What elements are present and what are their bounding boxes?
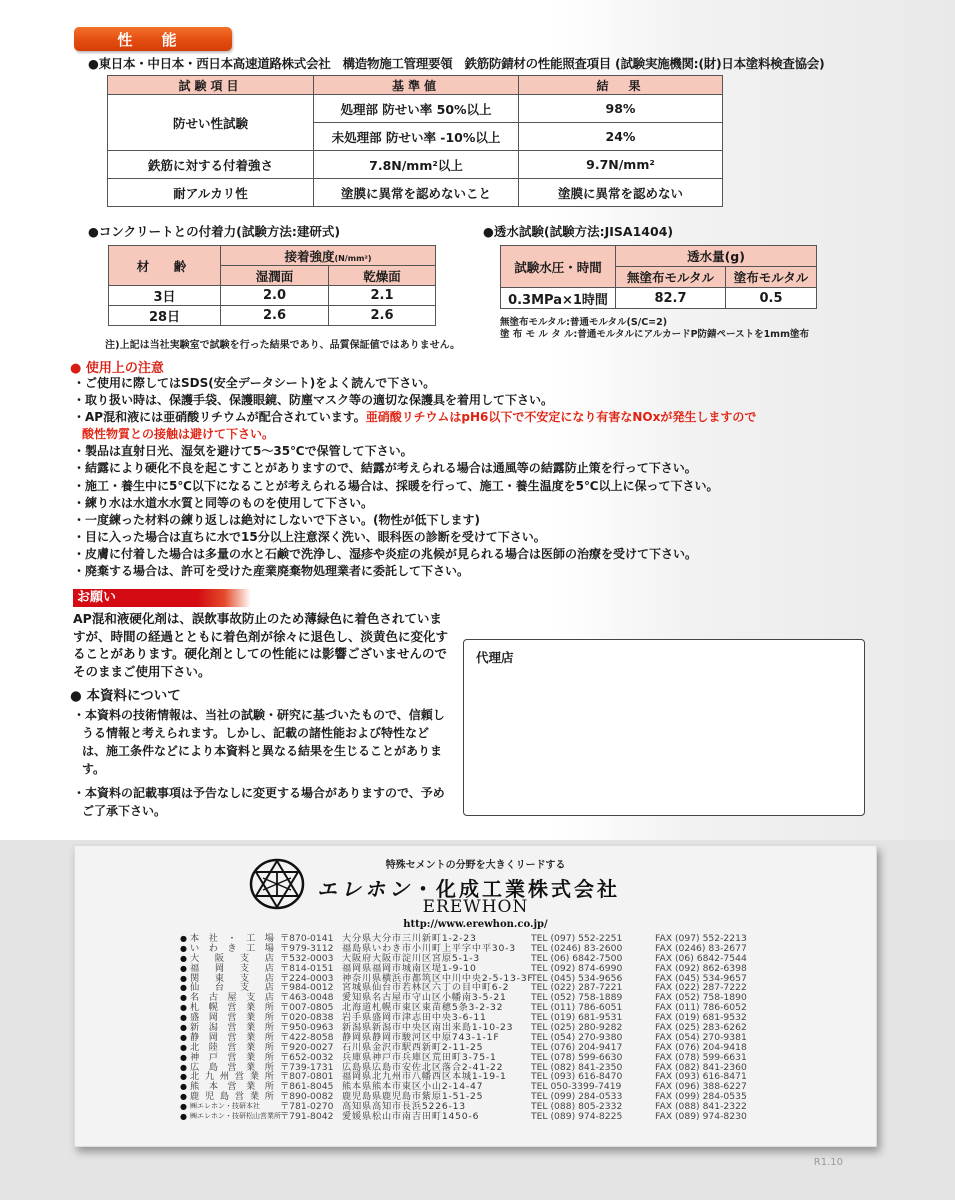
office-zip: 〒979-3112 [280,942,334,954]
office-zip: 〒224-0003 [280,972,334,984]
office-name: いわき工場 [190,942,274,954]
bullet-icon: ● [180,1042,187,1052]
cell-criteria: 塗膜に異常を認めないこと [314,179,519,207]
cell-wet: 2.0 [221,286,329,306]
bullet-icon: ● [180,1102,187,1112]
caution-item: ・施工・養生中に5℃以下になることが考えられる場合は、採暖を行って、施工・養生温度を5℃以上に保って下さい。 [73,478,719,493]
bullet-icon: ● [180,1072,187,1082]
bullet-icon: ● [180,1032,187,1042]
company-url-link[interactable]: http://www.erewhon.co.jp/ [403,919,548,930]
office-address: 高知県高知市長浜5226-13 [342,1101,466,1113]
office-name: 本社・工場 [190,933,274,944]
office-name: ㈱エレホン・技研松山営業所 [190,1112,281,1121]
office-zip: 〒532-0003 [280,952,334,964]
office-fax: FAX (025) 283-6262 [655,1022,747,1034]
cell-age: 28日 [109,306,221,326]
caution-item: ・目に入った場合は直ちに水で15分以上注意深く洗い、眼科医の診断を受けて下さい。 [73,529,546,544]
office-zip: 〒739-1731 [280,1061,334,1073]
cell-result: 塗膜に異常を認めない [519,179,723,207]
office-zip: 〒870-0141 [280,933,334,944]
office-name: 静岡営業所 [190,1031,274,1043]
cell-uncoated: 82.7 [616,288,726,309]
header-result: 結 果 [519,76,723,95]
caution-title: ● 使用上の注意 [70,361,164,376]
nitrite-warning: 亜硝酸リチウムはpH6以下で不安定になり有害なNOxが発生しますので [365,410,757,425]
office-tel: TEL 050-3399-7419 [531,1081,622,1093]
office-address: 大阪府大阪市淀川区宮原5-1-3 [342,952,481,964]
adhesion-note: 注)上記は当社実験室で試験を行った結果であり、品質保証値ではありません。 [105,340,461,351]
cell-result: 9.7N/mm² [519,151,723,179]
cell-age: 3日 [109,286,221,306]
bullet-icon: ● [180,963,187,973]
office-zip: 〒950-0963 [280,1022,334,1034]
caution-item: ・皮膚に付着した場合は多量の水と石鹸で洗浄し、湿疹や炎症の兆候が見られる場合は医師の治療を受けて下さい。 [73,546,698,561]
bullet-icon: ● [180,983,187,993]
office-name: 大阪支店 [190,952,274,964]
office-address: 兵庫県神戸市兵庫区荒田町3-75-1 [342,1051,497,1063]
office-name: ㈱エレホン・技研本社 [190,1102,260,1111]
office-address: 福岡県北九州市八幡西区本城1-19-1 [342,1071,507,1083]
cell-item: 鉄筋に対する付着強さ [108,151,314,179]
bullet-icon: ● [180,1023,187,1033]
cell-result: 24% [519,123,723,151]
office-name: 新潟営業所 [190,1022,274,1034]
table-header-row [501,246,817,267]
cell-dry: 2.6 [329,306,436,326]
nitrite-warning-continued: 酸性物質との接触は避けて下さい。 [82,427,275,442]
office-tel: TEL (082) 841-2350 [531,1061,623,1073]
about-text [73,706,453,820]
bullet-icon: ● [180,1082,187,1092]
table-row [501,288,817,309]
table-row [108,95,723,123]
office-tel: TEL (089) 974-8225 [531,1111,623,1123]
office-name: 関東支店 [190,972,274,984]
office-tel: TEL (022) 287-7221 [531,982,623,994]
bullet-icon: ● [180,993,187,1003]
office-fax: FAX (06) 6842-7544 [655,952,747,964]
office-fax: FAX (093) 616-8471 [655,1071,747,1083]
agent-label: 代理店 [476,650,514,665]
office-address: 福岡県福岡市城南区堤1-9-10 [342,962,477,974]
office-name: 神戸営業所 [190,1051,274,1063]
office-fax: FAX (052) 758-1890 [655,992,747,1004]
office-fax: FAX (0246) 83-2677 [655,942,747,954]
caution-item: ・取り扱い時は、保護手袋、保護眼鏡、防塵マスク等の適切な保護具を着用して下さい。 [73,393,554,408]
office-name: 福岡支店 [190,962,274,974]
office-zip: 〒807-0801 [280,1071,334,1083]
office-fax: FAX (022) 287-7222 [655,982,747,994]
office-fax: FAX (078) 599-6631 [655,1051,747,1063]
office-zip: 〒020-0838 [280,1012,334,1024]
office-tel: TEL (078) 599-6630 [531,1051,623,1063]
office-name: 広島営業所 [190,1061,274,1073]
about-paragraph: ・本資料の技術情報は、当社の試験・研究に基づいたもので、信頼しうる情報と考えられます。しかし、記載の諸性能および特性などは、施工条件などにより本資料と異なる結果を生じることがあります。 [73,708,445,776]
office-address: 静岡県静岡市駿河区中原743-1-1F [342,1031,500,1043]
about-title: ● 本資料について [70,688,181,704]
agent-box [463,639,865,816]
permeability-table [500,245,817,309]
office-tel: TEL (076) 204-9417 [531,1041,623,1053]
bullet-icon: ● [180,1112,187,1122]
office-address: 鹿児島県鹿児島市紫原1-51-25 [342,1091,484,1103]
bullet-icon: ● [180,1062,187,1072]
office-name: 北陸営業所 [190,1041,274,1053]
caution-item: ・廃棄する場合は、許可を受けた産業廃棄物処理業者に委託して下さい。 [73,564,470,579]
office-name: 熊本営業所 [190,1081,274,1093]
office-zip: 〒463-0048 [280,992,334,1004]
header-uncoated: 無塗布モルタル [616,267,726,288]
header-criteria: 基準値 [314,76,519,95]
cell-item: 防せい性試験 [108,95,314,151]
office-fax: FAX (092) 862-6398 [655,962,747,974]
adhesion-title: ●コンクリートとの付着力(試験方法:建研式) [88,224,341,239]
adhesion-table [108,245,436,326]
company-tagline: 特殊セメントの分野を大きくリードする [385,860,566,871]
office-name: 鹿児島営業所 [190,1091,274,1103]
office-address: 大分県大分市三川新町1-2-23 [342,933,477,944]
bullet-icon: ● [180,934,187,943]
cell-coated: 0.5 [726,288,817,309]
office-fax: FAX (045) 534-9657 [655,972,747,984]
header-amount: 透水量(g) [616,246,817,267]
company-name-kana: エレホン [317,877,413,901]
performance-section-label: 性 能 [74,27,232,51]
office-fax: FAX (011) 786-6052 [655,1002,747,1014]
office-tel: TEL (054) 270-9380 [531,1031,623,1043]
caution-item: ・製品は直射日光、湿気を避けて5～35℃で保管して下さい。 [73,444,413,459]
company-footer-card [74,845,877,1147]
cell-criteria: 処理部 防せい率 50%以上 [314,95,519,123]
table-row [109,286,436,306]
cell-item: 耐アルカリ性 [108,179,314,207]
office-tel: TEL (025) 280-9282 [531,1022,623,1034]
table-header-row [108,76,723,95]
office-zip: 〒791-8042 [280,1111,334,1123]
cell-wet: 2.6 [221,306,329,326]
strength-unit: (N/mm²) [334,253,372,263]
office-fax: FAX (089) 974-8230 [655,1111,747,1123]
office-address: 熊本県熊本市東区小山2-14-47 [342,1081,484,1093]
office-address: 岩手県盛岡市津志田中央3-6-11 [342,1012,487,1024]
cell-dry: 2.1 [329,286,436,306]
cell-criteria: 7.8N/mm²以上 [314,151,519,179]
performance-intro: ●東日本・中日本・西日本高速道路株式会社 構造物施工管理要領 鉄筋防錆材の性能照査項目 (試験実施機関:(財)日本塗料検査協会) [88,56,825,71]
cell-criteria: 未処理部 防せい率 -10%以上 [314,123,519,151]
office-tel: TEL (092) 874-6990 [531,962,623,974]
office-name: 名古屋支店 [190,992,274,1004]
office-address: 福島県いわき市小川町上平字中平30-3 [342,942,516,954]
bullet-icon: ● [180,1013,187,1023]
table-row [109,306,436,326]
office-row [180,1112,775,1122]
strength-label: 接着強度 [284,248,335,264]
office-zip: 〒920-0027 [280,1041,334,1053]
office-zip: 〒814-0151 [280,962,334,974]
office-fax: FAX (097) 552-2213 [655,933,747,944]
permeability-note-1: 無塗布モルタル:普通モルタル(S/C=2) [500,317,668,328]
bullet-icon: ● [180,1052,187,1062]
caution-item-nitrite [73,409,873,426]
cell-result: 98% [519,95,723,123]
office-name: 盛岡営業所 [190,1012,274,1024]
office-name: 北九州営業所 [190,1071,274,1083]
bullet-icon: ● [180,943,187,953]
performance-table [107,75,723,207]
caution-list [73,375,873,580]
revision-label: R1.10 [813,1157,843,1168]
table-row [108,151,723,179]
table-row [108,179,723,207]
office-fax: FAX (088) 841-2322 [655,1101,747,1113]
office-fax: FAX (054) 270-9381 [655,1031,747,1043]
office-zip: 〒422-8058 [280,1031,334,1043]
request-title-bar: お願い [73,589,251,607]
office-tel: TEL (093) 616-8470 [531,1071,623,1083]
office-address: 北海道札幌市東区東苗穂5条3-2-32 [342,1002,504,1014]
bullet-icon: ● [180,1003,187,1013]
header-strength [221,246,436,266]
table-header-row [109,246,436,266]
caution-item: ・結露により硬化不良を起こすことがありますので、結露が考えられる場合は通風等の結露防止策を行って下さい。 [73,461,697,476]
header-dry: 乾燥面 [329,266,436,286]
office-name: 仙台支店 [190,982,274,994]
caution-item: ・一度練った材料の練り返しは絶対にしないで下さい。(物性が低下します) [73,512,480,527]
office-address: 広島県広島市安佐北区落合2-41-22 [342,1061,504,1073]
about-paragraph: ・本資料の記載事項は予告なしに変更する場合がありますので、予めご了承下さい。 [73,786,445,818]
header-wet: 湿潤面 [221,266,329,286]
office-fax: FAX (099) 284-0535 [655,1091,747,1103]
office-fax: FAX (096) 388-6227 [655,1081,747,1093]
bullet-icon: ● [180,973,187,983]
office-address: 新潟県新潟市中央区南出来島1-10-23 [342,1022,514,1034]
bullet-icon: ● [180,953,187,963]
office-zip: 〒861-8045 [280,1081,334,1093]
office-tel: TEL (088) 805-2332 [531,1101,623,1113]
header-condition: 試験水圧・時間 [501,246,616,288]
office-tel: TEL (097) 552-2251 [531,933,623,944]
permeability-note-2: 塗 布 モ ル タ ル:普通モルタルにアルカードP防錆ペーストを1mm塗布 [500,329,809,340]
office-fax: FAX (019) 681-9532 [655,1012,747,1024]
office-zip: 〒781-0270 [280,1101,334,1113]
header-test-item: 試験項目 [108,76,314,95]
office-tel: TEL (011) 786-6051 [531,1002,623,1014]
office-address: 愛知県名古屋市守山区小幡南3-5-21 [342,992,507,1004]
office-tel: TEL (099) 284-0533 [531,1091,623,1103]
office-zip: 〒984-0012 [280,982,334,994]
bullet-icon: ● [180,1092,187,1102]
office-zip: 〒007-0805 [280,1002,334,1014]
cell-condition: 0.3MPa×1時間 [501,288,616,309]
office-fax: FAX (082) 841-2360 [655,1061,747,1073]
office-fax: FAX (076) 204-9418 [655,1041,747,1053]
nitrite-prefix: ・AP混和液には亜硝酸リチウムが配合されています。 [73,410,366,425]
office-address: 愛媛県松山市南吉田町1450-6 [342,1111,480,1123]
office-tel: TEL (06) 6842-7500 [531,952,623,964]
office-tel: TEL (052) 758-1889 [531,992,623,1004]
office-address: 石川県金沢市駅西新町2-11-25 [342,1041,484,1053]
office-tel: TEL (045) 534-9656 [531,972,623,984]
header-coated: 塗布モルタル [726,267,817,288]
request-text: AP混和液硬化剤は、誤飲事故防止のため薄緑色に着色されていますが、時間の経過とともに着色剤が徐々に退色し、淡黄色に変化することがあります。硬化剤としての性能には影響ございませんのでそのままご使用下さい。 [73,611,449,679]
office-tel: TEL (019) 681-9531 [531,1012,623,1024]
office-list [180,934,775,1122]
caution-item: ・練り水は水道水水質と同等のものを使用して下さい。 [73,495,374,510]
office-address: 宮城県仙台市若林区六丁の目中町6-2 [342,982,510,994]
permeability-title: ●透水試験(試験方法:JISA1404) [483,224,674,239]
office-address: 神奈川県横浜市都筑区中川中央2-5-13-3F [342,972,534,984]
company-name-rest: ・化成工業株式会社 [413,877,620,901]
brand-name: EREWHON [422,897,529,917]
office-zip: 〒652-0032 [280,1051,334,1063]
caution-item: ・ご使用に際してはSDS(安全データシート)をよく読んで下さい。 [73,376,436,390]
office-name: 札幌営業所 [190,1002,274,1014]
office-zip: 〒890-0082 [280,1091,334,1103]
header-age: 材 齢 [109,246,221,286]
office-tel: TEL (0246) 83-2600 [531,942,623,954]
